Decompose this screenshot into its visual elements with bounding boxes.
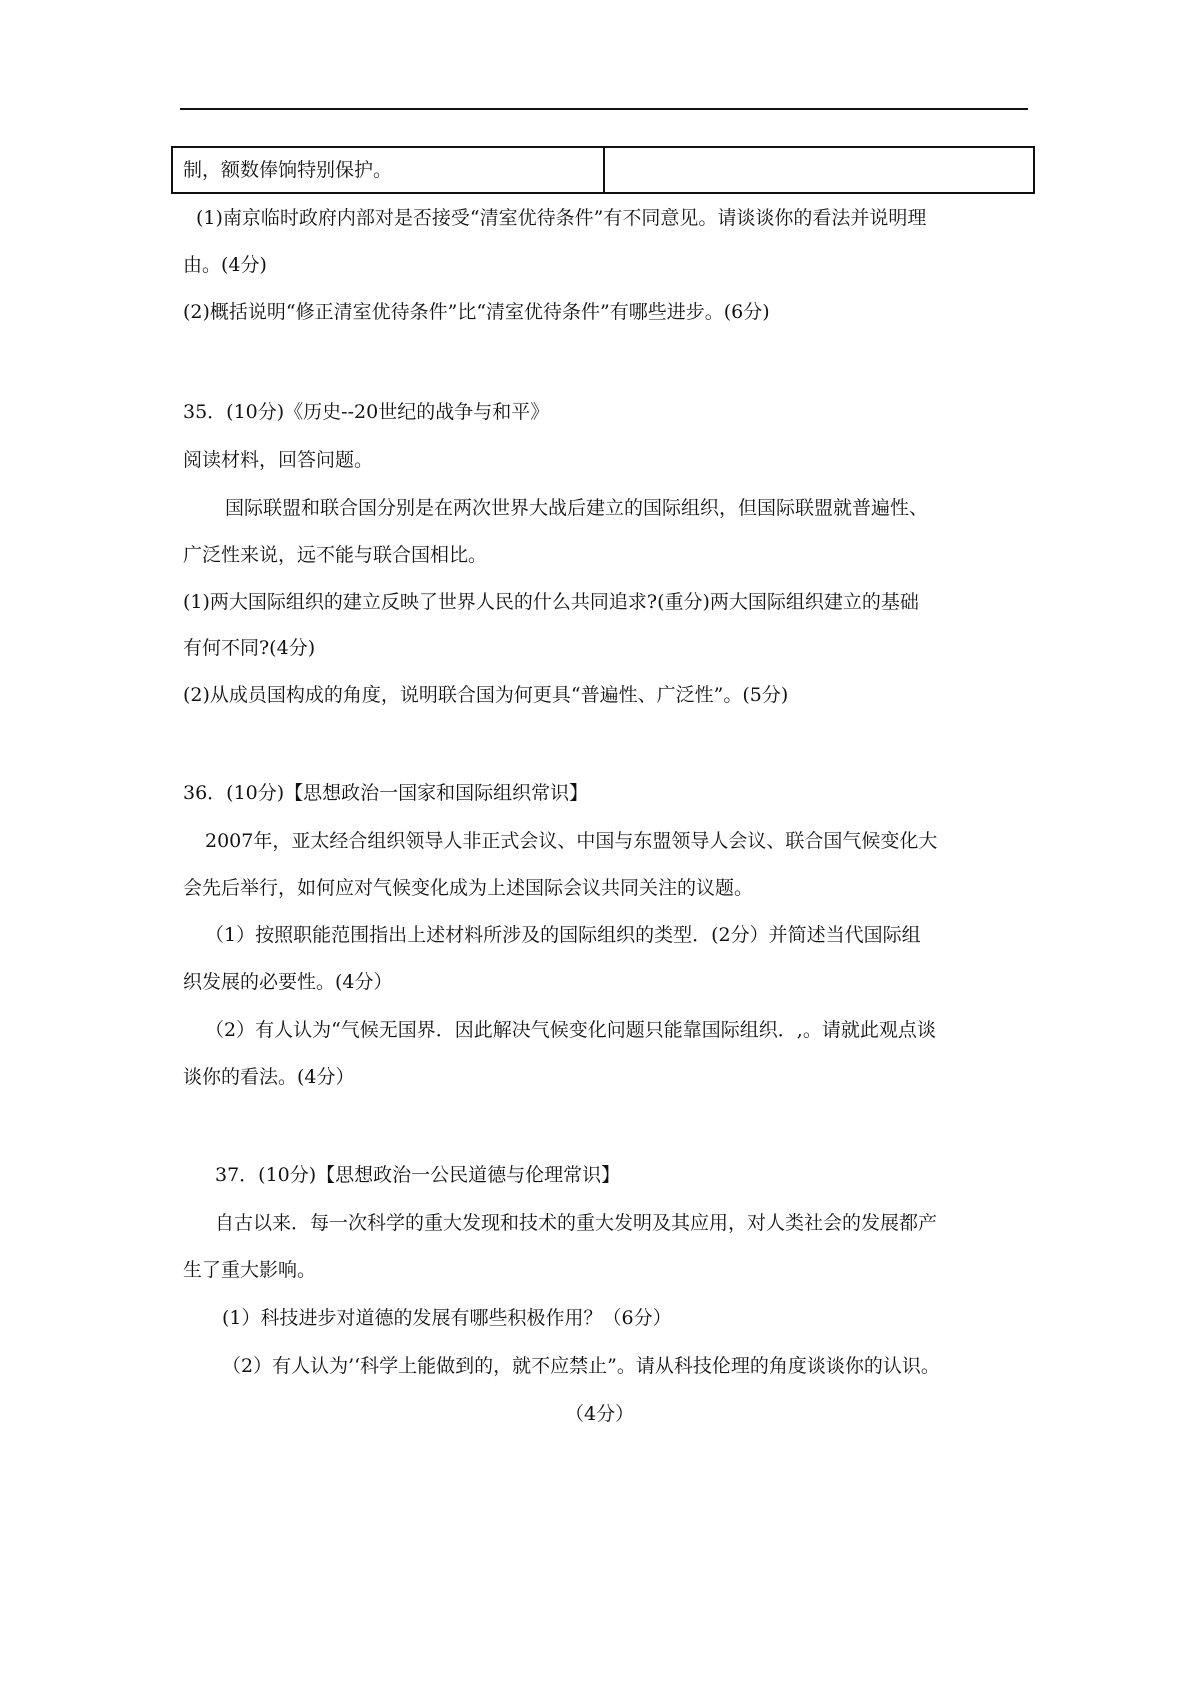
q36-material-line2: 会先后举行，如何应对气候变化成为上述国际会议共同关注的议题。 xyxy=(183,877,754,899)
q36-sub1-line1: （1）按照职能范围指出上述材料所涉及的国际组织的类型．(2分）并简述当代国际组 xyxy=(205,924,921,946)
q36-heading: 36．(10分)【思想政治一国家和国际组织常识】 xyxy=(183,782,589,804)
q35-instruction: 阅读材料，回答问题。 xyxy=(183,449,374,471)
continued-table xyxy=(171,146,1035,194)
q37-material-line2: 生了重大影响。 xyxy=(183,1259,317,1281)
q37-material-line1: 自古以来．每一次科学的重大发现和技术的重大发明及其应用，对人类社会的发展都产 xyxy=(215,1212,938,1234)
q34-sub1-line2: 由。(4分) xyxy=(183,254,267,276)
q36-material-line1: 2007年，亚太经合组织领导人非正式会议、中国与东盟领导人会议、联合国气候变化大 xyxy=(205,830,938,852)
q35-heading: 35．(10分)《历史--20世纪的战争与和平》 xyxy=(183,401,550,423)
q37-sub2: （2）有人认为’‘科学上能做到的，就不应禁止”。请从科技伦理的角度谈谈你的认识。 xyxy=(222,1355,940,1377)
q36-sub2-line1: （2）有人认为“气候无国界．因此解决气候变化问题只能靠国际组织．,。请就此观点谈 xyxy=(205,1019,936,1041)
q35-material-line1: 国际联盟和联合国分别是在两次世界大战后建立的国际组织，但国际联盟就普遍性、 xyxy=(225,497,929,519)
q34-sub1-line1: (1)南京临时政府内部对是否接受“清室优待条件”有不同意见。请谈谈你的看法并说明理 xyxy=(196,207,927,229)
q36-sub2-line2: 谈你的看法。(4分） xyxy=(183,1066,355,1088)
q37-sub2-points: （4分） xyxy=(565,1403,635,1425)
q36-sub1-line2: 织发展的必要性。(4分） xyxy=(183,971,393,993)
q35-sub1-line2: 有何不同?(4分) xyxy=(183,637,316,659)
q37-heading: 37．(10分)【思想政治一公民道德与伦理常识】 xyxy=(215,1164,621,1186)
table-cell-left: 制，额数俸饷特别保护。 xyxy=(173,148,605,192)
header-rule xyxy=(180,108,1028,110)
q35-sub2: (2)从成员国构成的角度，说明联合国为何更具“普遍性、广泛性”。(5分) xyxy=(183,684,789,706)
q35-sub1-line1: (1)两大国际组织的建立反映了世界人民的什么共同追求?(重分)两大国际组织建立的基础 xyxy=(183,591,919,613)
q34-sub2: (2)概括说明“修正清室优待条件”比“清室优待条件”有哪些进步。(6分) xyxy=(183,301,770,323)
table-cell-right xyxy=(605,148,1033,192)
q37-sub1: (1）科技进步对道德的发展有哪些积极作用？（6分） xyxy=(222,1307,672,1329)
q35-material-line2: 广泛性来说，远不能与联合国相比。 xyxy=(183,544,488,566)
